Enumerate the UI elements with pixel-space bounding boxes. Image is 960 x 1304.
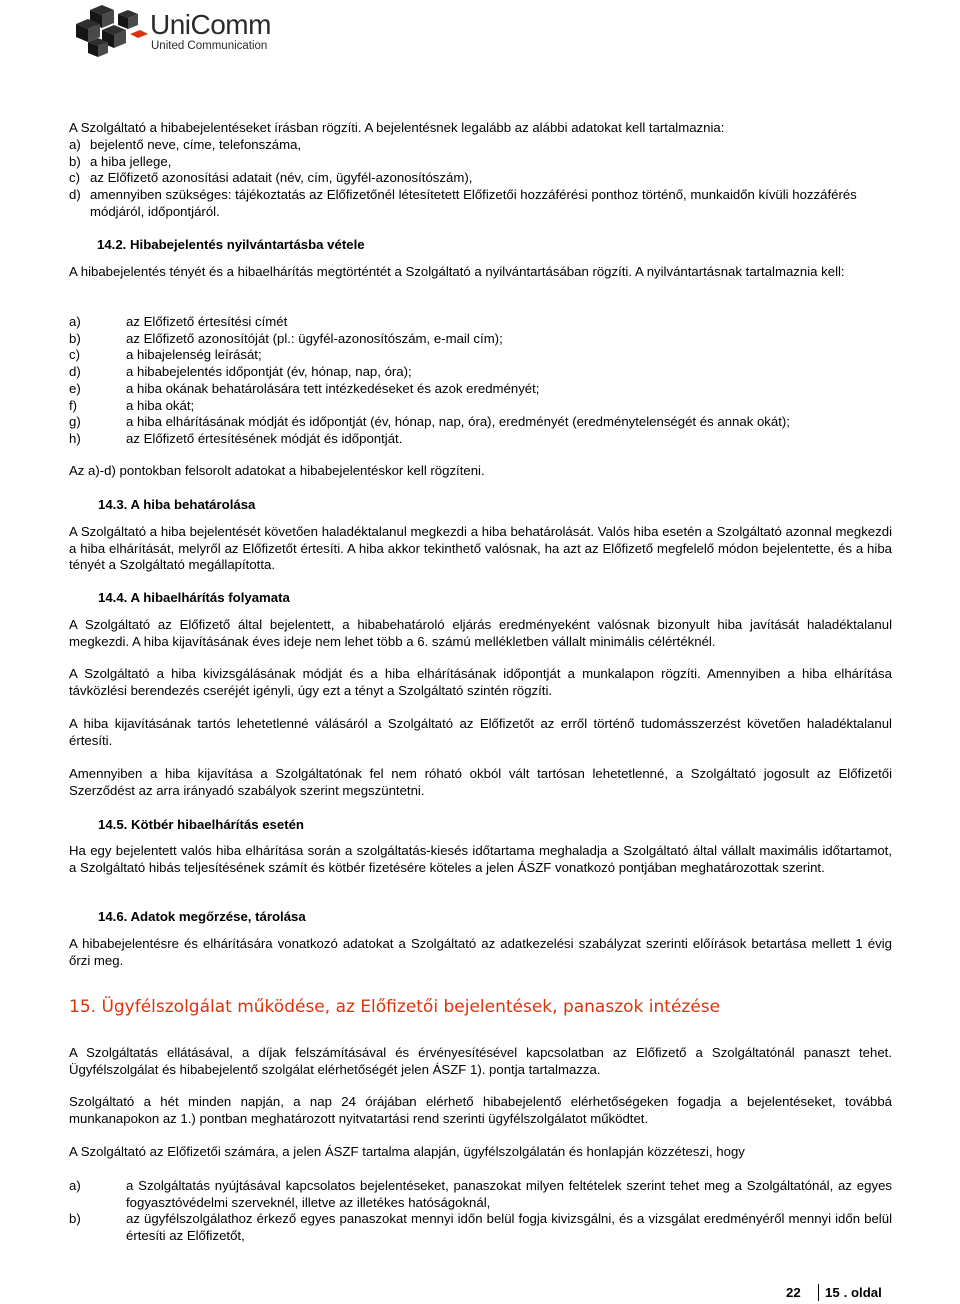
section-14-2-paragraph: A hibabejelentés tényét és a hibaelhárítás megtörténtét a Szolgáltató a nyilvántartásában rögzíti. A nyilvántartásnak tartalmaznia kell:: [69, 264, 845, 279]
section-title: A hibaelhárítás folyamata: [130, 590, 290, 605]
section-14-3-heading: [98, 497, 255, 514]
section-14-3-paragraph: A Szolgáltató a hiba bejelentését követően haladéktalanul megkezdi a hiba behatárolását. Valós hiba esetén a Szolgáltató azonnal megkezdi a hiba elhárítását, melyről az Előfizetőt értesíti. A hiba akkor tekinthető valósnak, ha azt az Előfizető megfelelő módon bejelentette, és a hiba tényét a Szolgáltató megállapította.: [69, 524, 892, 573]
section-number: 14.5.: [98, 817, 128, 832]
footer-divider: [818, 1284, 819, 1301]
item-marker: f): [69, 397, 78, 413]
list-item: [69, 398, 892, 415]
item-text: a Szolgáltatás nyújtásával kapcsolatos bejelentéseket, panaszokat milyen feltételek szerint tehet meg a Szolgáltatónál, az egyes fogyasztóvédelmi szerveknél, illetve az illetékes hatóságoknál,: [126, 1178, 892, 1210]
list-item: [69, 381, 892, 398]
list-item: [69, 364, 892, 381]
logo-tagline: United Communication: [151, 40, 268, 52]
list-item: [69, 314, 892, 331]
intro-list: [69, 137, 892, 221]
item-marker: d): [69, 364, 81, 380]
page-footer: [786, 1284, 882, 1301]
section-14-2-list: [69, 314, 892, 448]
item-text: az Előfizető értesítési címét: [126, 314, 288, 329]
item-text: bejelentő neve, címe, telefonszáma,: [90, 137, 302, 152]
company-logo: [72, 4, 282, 60]
chapter-15-paragraph-2: Szolgáltató a hét minden napján, a nap 24 órájában elérhető hibabejelentő elérhetőségeken fogadja a bejelentéseket, továbbá munkanapokon az 1.) pontban meghatározott nyitvatartási rend szerinti ügyfélszolgálatot működtet.: [69, 1094, 892, 1126]
item-marker: c): [69, 170, 80, 186]
section-14-4-paragraph-1: A Szolgáltató az Előfizető által bejelentett, a hibabehatároló eljárás eredményeként valósnak bizonyult hiba javítását haladéktalanul megkezdi. A hiba kijavításának éves ideje nem lehet több a 6. számú mellékletben vállalt minimális célértéknél.: [69, 617, 892, 649]
section-14-4-heading: [98, 590, 290, 607]
item-marker: e): [69, 380, 81, 396]
list-item: [69, 347, 892, 364]
item-text: a hiba elhárításának módját és időpontját (év, hónap, nap, óra), eredményét (eredménytelenségét és annak okát);: [126, 414, 790, 430]
item-marker: a): [69, 314, 81, 329]
list-item: [69, 170, 892, 187]
section-14-2-heading: [97, 237, 365, 254]
list-item: [69, 187, 892, 220]
chapter-15-list: [69, 1178, 892, 1245]
chapter-15-paragraph-1: A Szolgáltatás ellátásával, a díjak felszámításával és érvényesítésével kapcsolatban az Előfizető a Szolgáltatónál panaszt tehet. Ügyfélszolgálat és hibabejelentő szolgálat elérhetőségét jelen ÁSZF 1). pontja tartalmazza.: [69, 1045, 892, 1077]
section-title: Hibabejelentés nyilvántartásba vétele: [130, 237, 365, 252]
item-text: az Előfizető azonosítóját (pl.: ügyfél-azonosítószám, e-mail cím);: [126, 330, 503, 346]
page-number-suffix: . oldal: [843, 1285, 882, 1300]
section-title: Kötbér hibaelhárítás esetén: [131, 817, 304, 832]
section-14-4-paragraph-3: A hiba kijavításának tartós lehetetlenné válásáról a Szolgáltató az Előfizetőt az erről történő tudomásszerzést követően haladéktalanul értesíti.: [69, 716, 892, 748]
intro-lead: A Szolgáltató a hibabejelentéseket írásban rögzíti. A bejelentésnek legalább az alábbi adatokat kell tartalmaznia:: [69, 120, 725, 135]
section-14-2-closing: Az a)-d) pontokban felsorolt adatokat a hibabejelentéskor kell rögzíteni.: [69, 463, 485, 478]
item-marker: h): [69, 430, 81, 446]
item-marker: a): [69, 137, 81, 152]
item-text: a hiba okának behatárolására tett intézkedéseket és azok eredményét;: [126, 380, 540, 396]
section-14-4-paragraph-4: Amennyiben a hiba kijavítása a Szolgáltatónak fel nem róható okból vált tartósan lehetetlenné, a Szolgáltató jogosult az Előfizetői Szerződést az arra irányadó szabályok szerint megszüntetni.: [69, 766, 892, 798]
item-marker: b): [69, 1211, 81, 1227]
section-number: 14.6.: [98, 909, 128, 924]
item-text: az ügyfélszolgálathoz érkező egyes panaszokat mennyi időn belül fogja kivizsgálni, és a vizsgálat eredményéről mennyi időn belül értesíti az Előfizetőt,: [126, 1211, 892, 1244]
item-marker: g): [69, 414, 81, 430]
item-text: a hibajelenség leírását;: [126, 347, 262, 363]
chapter-15-paragraph-3: A Szolgáltató az Előfizetői számára, a jelen ÁSZF tartalma alapján, ügyfélszolgálatán és honlapján közzéteszi, hogy: [69, 1144, 745, 1159]
section-14-4-paragraph-2: A Szolgáltató a hiba kivizsgálásának módját és a hiba elhárításának időpontját a munkalapon rögzíti. Amennyiben a hiba elhárítása távközlési berendezés cseréjét igényli, úgy ezt a tényt a Szolgáltató szintén rögzíti.: [69, 666, 892, 698]
list-item: [69, 414, 892, 431]
list-item: [69, 1178, 892, 1211]
item-text: a hiba jellege,: [90, 153, 172, 169]
list-item: [69, 137, 892, 154]
cube-cluster-icon: [72, 4, 148, 60]
list-item: [69, 431, 892, 448]
section-title: A hiba behatárolása: [130, 497, 256, 512]
item-text: amennyiben szükséges: tájékoztatás az Előfizetőnél létesítetett Előfizetői hozzáférési ponthoz történő, munkaidőn kívüli hozzáférés módjáról, időpontjáról.: [90, 187, 857, 219]
section-14-6-heading: [98, 909, 306, 926]
list-item: [69, 154, 892, 171]
list-item: [69, 331, 892, 348]
section-14-5-paragraph: Ha egy bejelentett valós hiba elhárítása során a szolgáltatás-kiesés időtartama meghaladja a Szolgáltató által vállalt maximális időtartamot, a Szolgáltató hibás teljesítésének számít és kötbér fizetésére köteles a jelen ÁSZF vonatkozó pontjában meghatározottak szerint.: [69, 843, 892, 875]
list-item: [69, 1211, 892, 1244]
item-text: a hibabejelentés időpontját (év, hónap, nap, óra);: [126, 364, 412, 380]
logo-name: UniComm: [150, 9, 271, 40]
item-text: a hiba okát;: [126, 397, 195, 413]
item-marker: d): [69, 187, 81, 203]
item-marker: b): [69, 153, 81, 169]
item-text: az Előfizető azonosítási adatait (név, cím, ügyfél-azonosítószám),: [90, 170, 473, 186]
section-title: Adatok megőrzése, tárolása: [130, 909, 306, 924]
section-14-6-paragraph: A hibabejelentésre és elhárítására vonatkozó adatokat a Szolgáltató az adatkezelési szabályzat szerinti előírások betartása mellett 1 évig őrzi meg.: [69, 936, 892, 968]
item-marker: a): [69, 1178, 81, 1193]
page-number-current: 15: [825, 1285, 840, 1300]
chapter-15-heading: 15. Ügyfélszolgálat működése, az Előfizetői bejelentések, panaszok intézése: [69, 997, 721, 1017]
section-number: 14.3.: [98, 497, 128, 512]
item-marker: b): [69, 330, 81, 346]
item-text: az Előfizető értesítésének módját és időpontját.: [126, 430, 403, 446]
page-number-total: 22: [786, 1285, 801, 1300]
section-number: 14.4.: [98, 590, 128, 605]
section-14-5-heading: [98, 817, 304, 834]
item-marker: c): [69, 347, 80, 363]
section-number: 14.2.: [97, 237, 127, 252]
